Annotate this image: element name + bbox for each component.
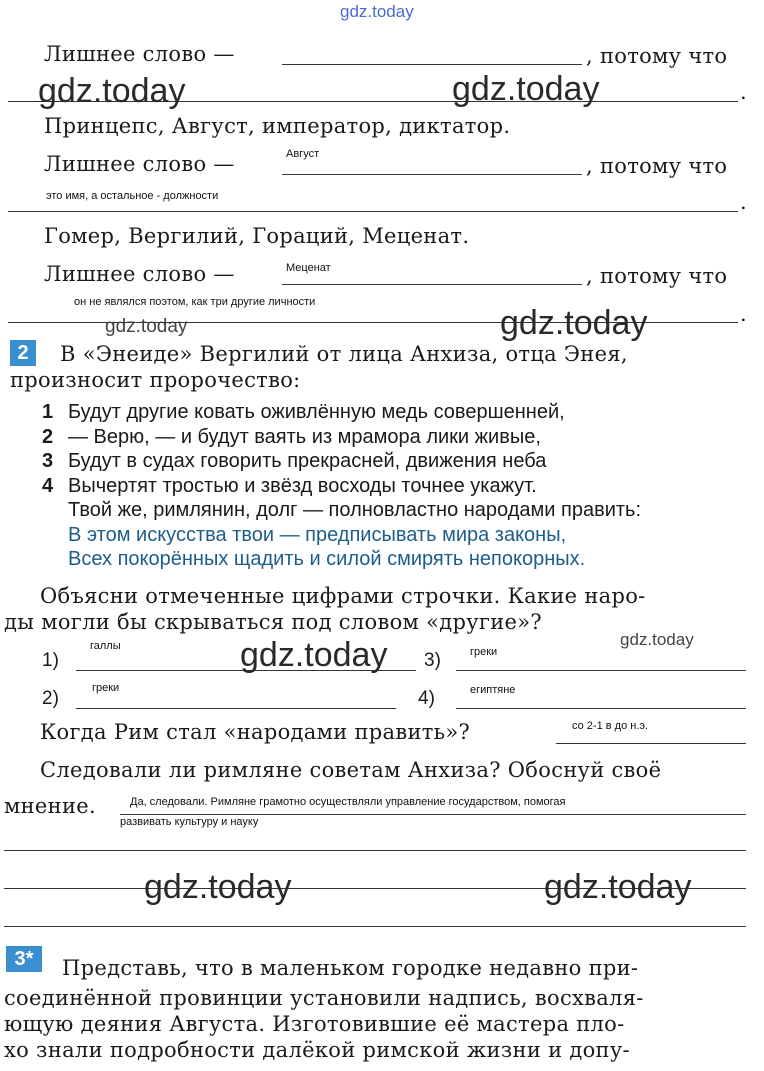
handwritten-answer: Август: [286, 148, 320, 160]
exercise-3-line-2: соединённой провинции установили надпись, восхваля-: [4, 986, 644, 1010]
exercise-2-intro-1: В «Энеиде» Вергилий от лица Анхиза, отца Энея,: [60, 342, 628, 366]
answer-2-label: 2): [42, 688, 59, 709]
answer-1-label: 1): [42, 650, 59, 671]
answer-line: [282, 284, 582, 285]
watermark: gdz.today: [620, 630, 694, 649]
answer-line: [120, 814, 746, 815]
because-label-3: , потому что: [586, 264, 728, 288]
because-label-2: , потому что: [586, 154, 728, 178]
answer-line: [282, 64, 582, 65]
answer-line: [456, 670, 746, 671]
handwritten-answer-2: греки: [92, 682, 120, 694]
watermark: gdz.today: [544, 868, 692, 906]
top-watermark: gdz.today: [340, 2, 414, 21]
poem-line: 1 Будут другие ковать оживлённую медь совершенней,: [42, 401, 565, 423]
answer-line: [76, 708, 396, 709]
poem-line: 4 Вычертят тростью и звёзд восходы точнее укажут.: [42, 474, 537, 497]
exercise-2-intro-2: произносит пророчество:: [10, 368, 301, 392]
handwritten-answer-3: греки: [470, 646, 498, 658]
poem-line: 3 Будут в судах говорить прекрасней, движения неба: [42, 450, 547, 472]
watermark: gdz.today: [144, 868, 292, 906]
question-follow-2: мнение.: [4, 794, 96, 818]
watermark: gdz.today: [38, 72, 186, 110]
period: .: [740, 190, 747, 214]
handwritten-answer-1: галлы: [90, 640, 121, 652]
handwritten-answer: Меценат: [286, 262, 331, 274]
handwritten-answer-4: египтяне: [470, 684, 516, 696]
watermark: gdz.today: [105, 316, 188, 337]
handwritten-reason: это имя, а остальное - должности: [46, 190, 219, 202]
answer-line: [456, 708, 746, 709]
watermark: gdz.today: [240, 636, 388, 674]
poem-line: Твой же, римлянин, долг — полновластно народами править:: [68, 499, 642, 521]
period: .: [740, 80, 747, 104]
exercise-3-line-3: ющую деяния Августа. Изготовившие её мастера пло-: [4, 1012, 625, 1036]
exercise-number-badge: 3*: [6, 946, 42, 972]
odd-word-label-2: Лишнее слово —: [44, 152, 235, 176]
question-rome: Когда Рим стал «народами править»?: [40, 720, 471, 744]
answer-line: [4, 850, 746, 851]
odd-word-label-3: Лишнее слово —: [44, 262, 235, 286]
word-list-2: Принцепс, Август, император, диктатор.: [44, 114, 511, 138]
question-follow-1: Следовали ли римляне советам Анхиза? Обоснуй своё: [40, 758, 662, 782]
period: .: [740, 302, 747, 326]
watermark: gdz.today: [500, 304, 648, 342]
poem-line: В этом искусства твои — предписывать мира законы,: [68, 523, 567, 546]
task-line-2: ды могли бы скрываться под словом «другие»?: [4, 610, 542, 634]
handwritten-answer-follow-2: развивать культуру и науку: [120, 816, 259, 828]
handwritten-answer-rome: со 2-1 в до н.э.: [572, 720, 649, 732]
word-list-3: Гомер, Вергилий, Гораций, Меценат.: [44, 224, 470, 248]
odd-word-label-1: Лишнее слово —: [44, 42, 235, 66]
reason-line: [8, 211, 738, 212]
answer-3-label: 3): [424, 650, 441, 671]
answer-line: [4, 926, 746, 927]
task-line-1: Объясни отмеченные цифрами строчки. Какие наро-: [40, 584, 646, 608]
answer-line: [282, 174, 582, 175]
poem: [42, 400, 641, 572]
answer-4-label: 4): [418, 688, 435, 709]
answer-line: [556, 743, 746, 744]
poem-line: Всех покорённых щадить и силой смирять непокорных.: [68, 548, 586, 570]
exercise-3-line-4: хо знали подробности далёкой римской жизни и допу-: [4, 1038, 630, 1062]
because-label-1: , потому что: [586, 44, 728, 68]
poem-line: 2 — Верю, — и будут ваять из мрамора лики живые,: [42, 425, 541, 448]
exercise-3-line-1: Представь, что в маленьком городке недавно при-: [62, 956, 639, 980]
exercise-number-badge: 2: [10, 340, 36, 366]
handwritten-answer-follow-1: Да, следовали. Римляне грамотно осуществляли управление государством, помогая: [130, 796, 566, 808]
watermark: gdz.today: [452, 70, 600, 108]
handwritten-reason: он не являлся поэтом, как три другие личности: [74, 296, 316, 308]
